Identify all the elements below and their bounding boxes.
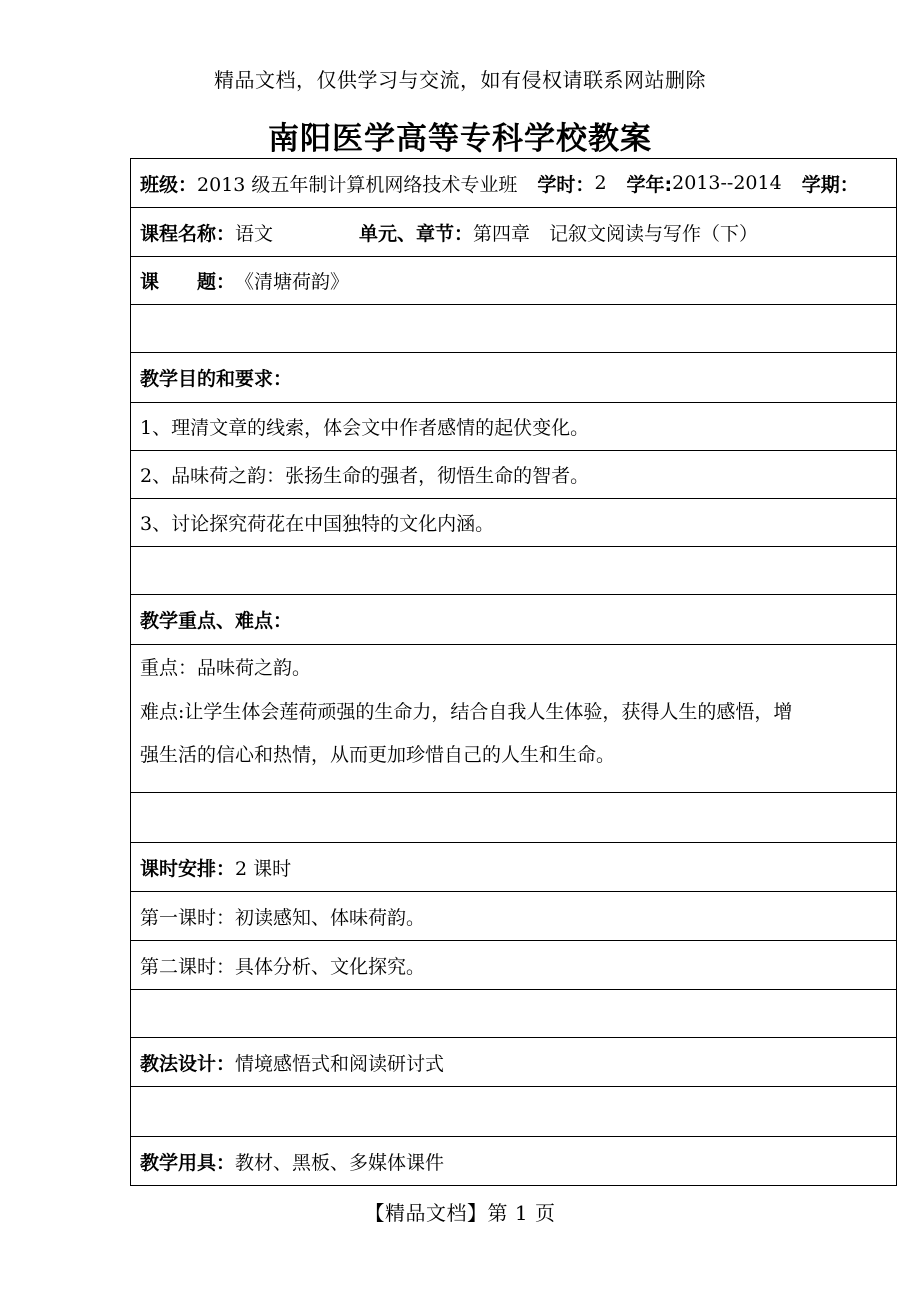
term-label: 学期：: [801, 173, 859, 196]
key-points-content: [131, 645, 896, 793]
blank-row: [131, 990, 896, 1038]
objective-text: 2、品味荷之韵：张扬生命的强者，彻悟生命的智者。: [140, 465, 590, 487]
objective-item: [131, 499, 896, 547]
difficulty-text-line2: 强生活的信心和热情，从而更加珍惜自己的人生和生命。: [140, 744, 616, 766]
objective-item: [131, 451, 896, 499]
blank-row: [131, 305, 896, 353]
blank-row: [131, 547, 896, 595]
difficulty-text-line1: 难点:让学生体会莲荷顽强的生命力，结合自我人生体验，获得人生的感悟，增: [140, 701, 793, 723]
hours-label: 学时：: [537, 173, 595, 196]
method-value: 情境感悟式和阅读研讨式: [235, 1052, 445, 1075]
blank-row: [131, 793, 896, 843]
objectives-heading: 教学目的和要求：: [140, 368, 293, 390]
unit-label: 单元、章节：: [359, 222, 474, 245]
lesson-plan-table: [130, 158, 897, 1186]
year-label: 学年:: [626, 173, 673, 196]
course-row: [131, 208, 896, 257]
key-points-heading: 教学重点、难点：: [140, 610, 293, 632]
unit-value: 第四章 记叙文阅读与写作（下）: [473, 222, 759, 245]
tools-label: 教学用具：: [140, 1151, 236, 1174]
schedule-label: 课时安排：: [140, 857, 236, 880]
objective-item: [131, 403, 896, 451]
objective-text: 3、讨论探究荷花在中国独特的文化内涵。: [140, 513, 495, 535]
lesson-two-row: [131, 941, 896, 990]
class-value: 2013 级五年制计算机网络技术专业班: [197, 173, 518, 196]
tools-row: [131, 1137, 896, 1186]
topic-label: 课 题：: [140, 271, 236, 293]
objective-text: 1、理清文章的线索，体会文中作者感情的起伏变化。: [140, 417, 590, 439]
topic-value: 《清塘荷韵》: [235, 271, 350, 293]
lesson-one-row: [131, 892, 896, 941]
tools-value: 教材、黑板、多媒体课件: [235, 1151, 445, 1174]
course-name-label: 课程名称：: [140, 222, 236, 245]
class-info-row: [131, 159, 896, 208]
blank-row: [131, 1087, 896, 1137]
class-label: 班级：: [140, 173, 198, 196]
hours-value: 2: [594, 172, 607, 194]
schedule-row: [131, 843, 896, 892]
schedule-value: 2 课时: [235, 857, 292, 880]
focus-text: 重点：品味荷之韵。: [140, 657, 312, 679]
lesson-one-text: 第一课时：初读感知、体味荷韵。: [140, 906, 426, 929]
objectives-heading-row: [131, 353, 896, 403]
method-row: [131, 1038, 896, 1087]
header-disclaimer: 精品文档，仅供学习与交流，如有侵权请联系网站删除: [214, 68, 706, 92]
document-title: 南阳医学高等专科学校教案: [268, 121, 652, 157]
lesson-two-text: 第二课时：具体分析、文化探究。: [140, 955, 426, 978]
course-name-value: 语文: [235, 222, 274, 245]
method-label: 教法设计：: [140, 1052, 236, 1075]
key-points-heading-row: [131, 595, 896, 645]
page-footer: 【精品文档】第 1 页: [364, 1201, 556, 1225]
year-value: 2013--2014: [672, 172, 782, 194]
topic-row: [131, 257, 896, 305]
